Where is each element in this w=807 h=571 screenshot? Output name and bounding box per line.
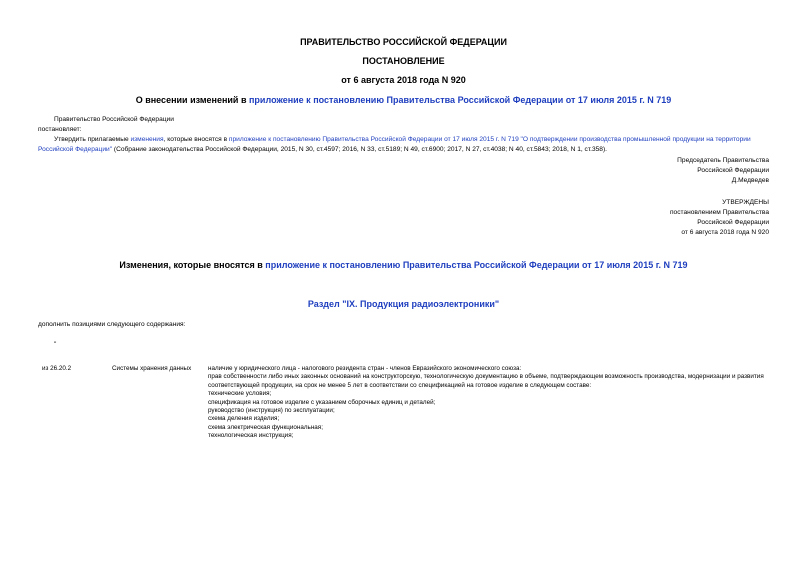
requirement-item: наличие у юридического лица - налогового резидента стран - членов Евразийского экономического союза: (208, 365, 522, 372)
requirement-item: прав собственности либо иных законных оснований на конструкторскую, технологическую документацию в объеме, подтверждающем возможность производства, модернизации и развития соответствующей продукции, на срок не менее 5 лет в соответствии со спецификацией на готовое изделие в следующем составе: (208, 373, 764, 389)
document-type: ПОСТАНОВЛЕНИЕ (362, 56, 445, 66)
signature-org: Российской Федерации (697, 167, 769, 174)
approved-label: УТВЕРЖДЕНЫ (722, 199, 769, 206)
approved-by: постановлением Правительства (669, 209, 769, 216)
quote-mark: " (54, 341, 57, 348)
approved-org: Российской Федерации (697, 219, 769, 226)
requirement-item: схема электрическая функциональная; (208, 423, 323, 431)
requirement-item: технологическая инструкция; (208, 432, 294, 440)
signature-name: Д.Медведев (731, 177, 769, 184)
approve-suffix: (Собрание законодательства Российской Федерации, 2015, N 30, ст.4597; 2016, N 33, ст.5189; N 49, ст.6900; 2017, N 27, ст.4038; N 40, ст.5843; 2018, N 1, ст.358). (112, 146, 607, 153)
approved-block (670, 198, 769, 238)
changes-link[interactable]: изменения (130, 136, 164, 143)
subject-link[interactable]: приложение к постановлению Правительства Российской Федерации от 17 июля 2015 г. N 719 (249, 95, 672, 105)
subject-prefix: О внесении изменений в (135, 95, 249, 105)
approve-mid: , которые вносятся в (163, 136, 229, 143)
table-row-name: Системы хранения данных (112, 365, 192, 372)
approved-date: от 6 августа 2018 года N 920 (681, 229, 769, 236)
changes-title-prefix: Изменения, которые вносятся в (119, 260, 266, 270)
requirement-item: спецификация на готовое изделие с указанием сборочных единиц и деталей; (208, 398, 436, 406)
changes-title (0, 260, 807, 270)
requirement-item: руководство (инструкция) по эксплуатации; (208, 407, 335, 415)
government-heading: ПРАВИТЕЛЬСТВО РОССИЙСКОЙ ФЕДЕРАЦИИ (300, 37, 507, 47)
changes-title-link[interactable]: приложение к постановлению Правительства Российской Федерации от 17 июля 2015 г. N 719 (265, 260, 688, 270)
signature-block (677, 156, 769, 186)
intro-text: дополнить позициями следующего содержания: (38, 321, 186, 328)
table-row-code: из 26.20.2 (42, 365, 72, 372)
requirement-item: схема деления изделия; (208, 415, 280, 423)
section-title[interactable]: Раздел "IX. Продукция радиоэлектроники" (307, 299, 500, 309)
requirement-item: технические условия; (208, 390, 272, 398)
resolution-719-link[interactable]: приложение к постановлению Правительства Российской Федерации от 17 июля 2015 г. N 719 "О подтверждении производства промышленной продукции на территории Российской Федерации" (38, 136, 751, 153)
table-row-requirements (208, 365, 768, 441)
body-government: Правительство Российской Федерации (54, 116, 174, 123)
approve-paragraph (38, 135, 770, 155)
document-subject (0, 95, 807, 105)
approve-prefix: Утвердить прилагаемые (54, 136, 131, 143)
signature-title: Председатель Правительства (677, 157, 769, 164)
body-resolves: постановляет: (38, 126, 82, 133)
document-date: от 6 августа 2018 года N 920 (341, 75, 466, 85)
